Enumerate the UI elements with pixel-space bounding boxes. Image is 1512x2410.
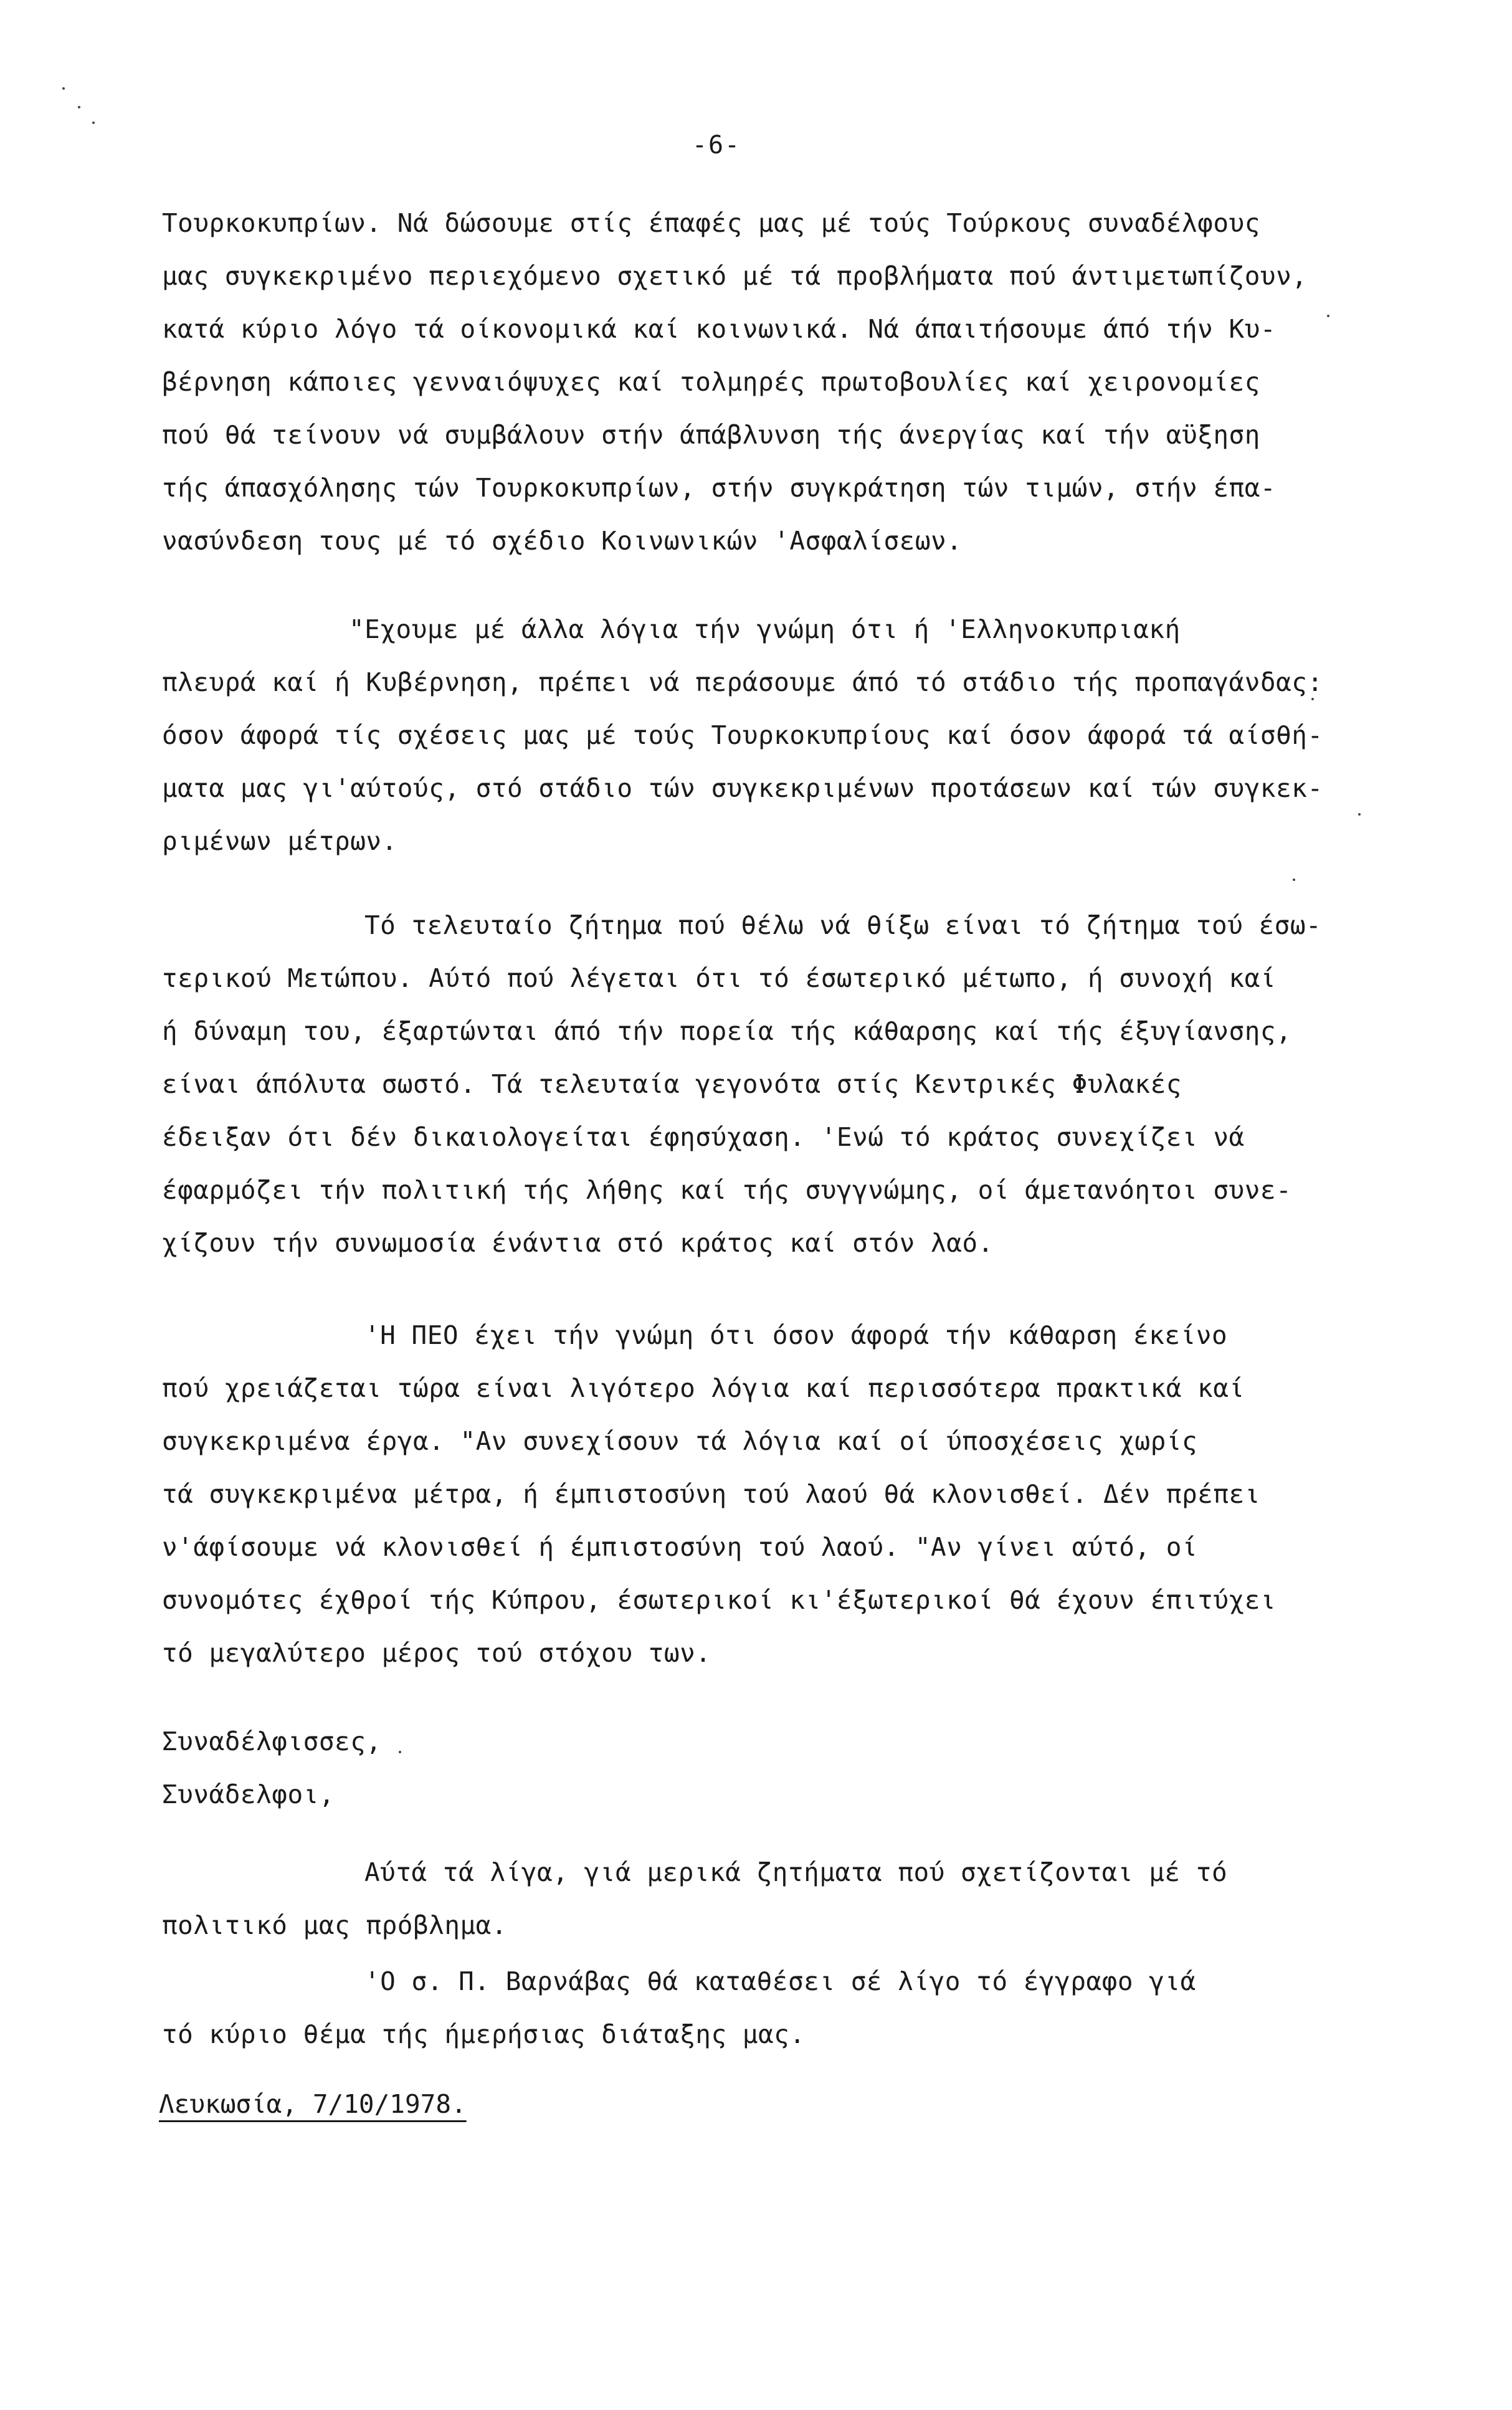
paragraph-line: ματα μας γι'αύτούς, στό στάδιο τών συγκεκριμένων προτάσεων καί τών συγκεκ- (162, 773, 1323, 803)
scan-speck (399, 1751, 401, 1753)
scan-speck (62, 87, 65, 90)
paragraph-line: τερικού Μετώπου. Αύτό πού λέγεται ότι τό έσωτερικό μέτωπο, ή συνοχή καί (162, 963, 1277, 993)
paragraph-line: κατά κύριο λόγο τά οίκονομικά καί κοινωνικά. Νά άπαιτήσουμε άπό τήν Κυ- (162, 314, 1277, 344)
paragraph-line: "Εχουμε μέ άλλα λόγια τήν γνώμη ότι ή 'Ελληνοκυπριακή (349, 614, 1181, 644)
paragraph-line: ή δύναμη του, έξαρτώνται άπό τήν πορεία τής κάθαρσης καί τής έξυγίανσης, (162, 1016, 1292, 1046)
paragraph-line: έφαρμόζει τήν πολιτική τής λήθης καί τής συγγνώμης, οί άμετανόητοι συνε- (162, 1175, 1292, 1205)
paragraph-line: τό μεγαλύτερο μέρος τού στόχου των. (162, 1638, 711, 1668)
paragraph-line: έδειξαν ότι δέν δικαιολογείται έφησύχαση. 'Ενώ τό κράτος συνεχίζει νά (162, 1122, 1245, 1152)
paragraph-line: ριμένων μέτρων. (162, 826, 397, 856)
paragraph-line: πού χρειάζεται τώρα είναι λιγότερο λόγια καί περισσότερα πρακτικά καί (162, 1373, 1245, 1403)
paragraph-line: μας συγκεκριμένο περιεχόμενο σχετικό μέ τά προβλήματα πού άντιμετωπίζουν, (162, 261, 1308, 291)
paragraph-line: χίζουν τήν συνωμοσία ένάντια στό κράτος καί στόν λαό. (162, 1228, 994, 1258)
paragraph-line: Τό τελευταίο ζήτημα πού θέλω νά θίξω είναι τό ζήτημα τού έσω- (364, 910, 1322, 940)
salutation-line: Συναδέλφισσες, (162, 1727, 382, 1756)
paragraph-line: συγκεκριμένα έργα. "Αν συνεχίσουν τά λόγια καί οί ύποσχέσεις χωρίς (162, 1426, 1198, 1456)
paragraph-line: βέρνηση κάποιες γενναιόψυχες καί τολμηρές πρωτοβουλίες καί χειρονομίες (162, 367, 1260, 397)
signoff-date: Λευκωσία, 7/10/1978. (159, 2089, 467, 2119)
paragraph-line: τό κύριο θέμα τής ήμερήσιας διάταξης μας. (162, 2019, 806, 2049)
scan-speck (1327, 315, 1329, 317)
paragraph-line: πολιτικό μας πρόβλημα. (162, 1910, 508, 1940)
paragraph-line: πού θά τείνουν νά συμβάλουν στήν άπάβλυνση τής άνεργίας καί τήν αϋξηση (162, 420, 1260, 450)
paragraph-line: 'Ο σ. Π. Βαρνάβας θά καταθέσει σέ λίγο τό έγγραφο γιά (364, 1966, 1196, 1996)
paragraph-line: Αύτά τά λίγα, γιά μερικά ζητήματα πού σχετίζονται μέ τό (364, 1857, 1228, 1887)
paragraph-line: τά συγκεκριμένα μέτρα, ή έμπιστοσύνη τού λαού θά κλονισθεί. Δέν πρέπει (162, 1479, 1260, 1509)
scan-speck (1293, 879, 1295, 881)
paragraph-line: Τουρκοκυπρίων. Νά δώσουμε στίς έπαφές μας μέ τούς Τούρκους συναδέλφους (162, 208, 1260, 238)
paragraph-line: πλευρά καί ή Κυβέρνηση, πρέπει νά περάσουμε άπό τό στάδιο τής προπαγάνδας: (162, 667, 1323, 697)
scan-speck (1358, 813, 1361, 816)
paragraph-line: 'Η ΠΕΟ έχει τήν γνώμη ότι όσον άφορά τήν κάθαρση έκείνο (364, 1320, 1228, 1350)
paragraph-line: όσον άφορά τίς σχέσεις μας μέ τούς Τουρκοκυπρίους καί όσον άφορά τά αίσθή- (162, 720, 1323, 750)
paragraph-line: συνομότες έχθροί τής Κύπρου, έσωτερικοί κι'έξωτερικοί θά έχουν έπιτύχει (162, 1585, 1277, 1615)
paragraph-line: είναι άπόλυτα σωστό. Τά τελευταία γεγονότα στίς Κεντρικές Φυλακές (162, 1069, 1182, 1099)
page-number: -6- (692, 131, 741, 160)
salutation-line: Συνάδελφοι, (162, 1779, 335, 1809)
paragraph-line: τής άπασχόλησης τών Τουρκοκυπρίων, στήν συγκράτηση τών τιμών, στήν έπα- (162, 473, 1277, 503)
scan-speck (78, 106, 80, 108)
paragraph-line: ν'άφίσουμε νά κλονισθεί ή έμπιστοσύνη τού λαού. "Αν γίνει αύτό, οί (162, 1532, 1198, 1562)
paragraph-line: νασύνδεση τους μέ τό σχέδιο Κοινωνικών 'Ασφαλίσεων. (162, 526, 963, 556)
scan-speck (1311, 698, 1314, 700)
scan-speck (92, 121, 95, 124)
